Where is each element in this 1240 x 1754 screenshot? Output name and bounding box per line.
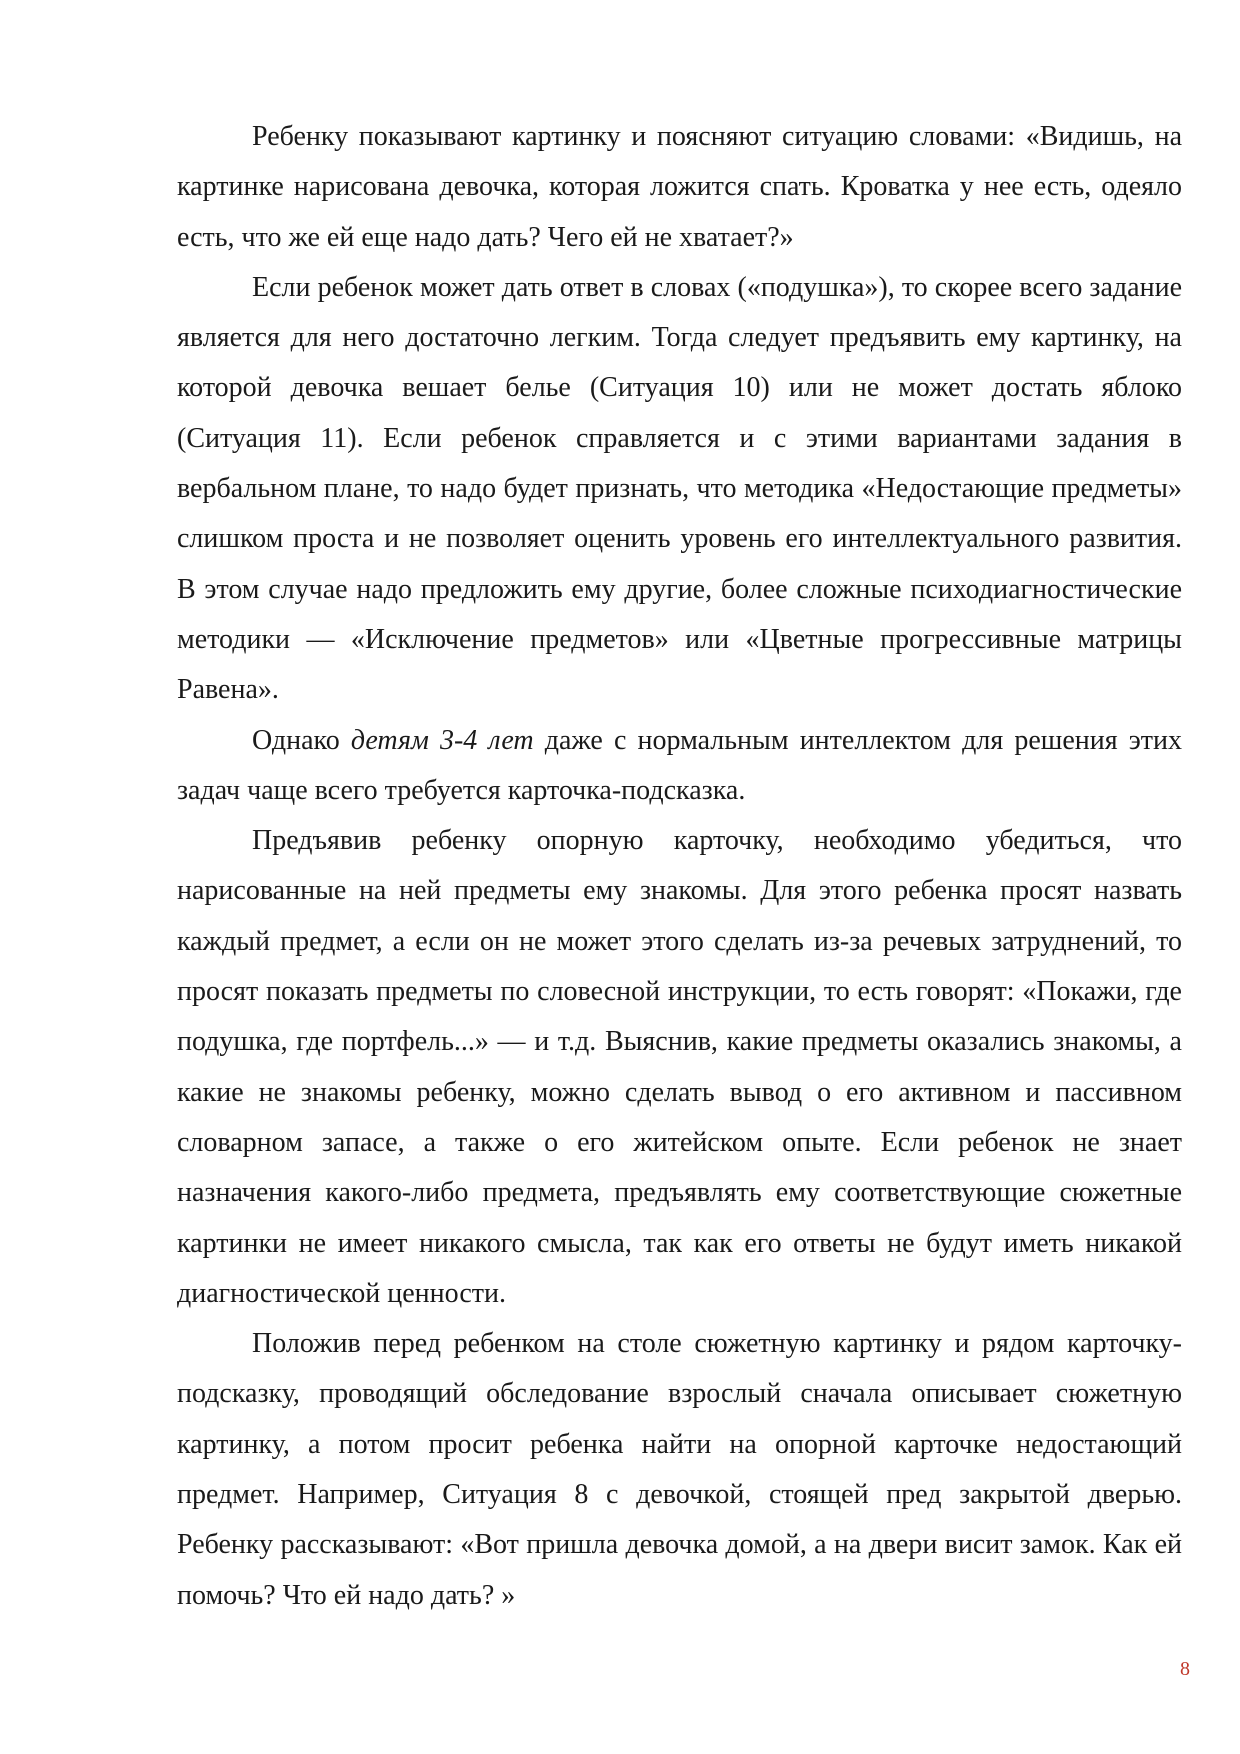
paragraph-3-italic: детям 3-4 лет bbox=[350, 724, 534, 756]
paragraph-3-after: даже с нормальным интеллектом для решения этих задач чаще всего требуется карточка-подсказка. bbox=[177, 724, 1182, 806]
body-text bbox=[177, 112, 1182, 1621]
page-number: 8 bbox=[1180, 1658, 1190, 1680]
paragraph-3-before: Однако bbox=[252, 724, 351, 756]
paragraph-3 bbox=[177, 716, 1182, 817]
paragraph-1: Ребенку показывают картинку и поясняют ситуацию словами: «Видишь, на картинке нарисована девочка, которая ложится спать. Кроватка у нее есть, одеяло есть, что же ей еще надо дать? Чего ей не хватает?» bbox=[177, 121, 1182, 253]
paragraph-4: Предъявив ребенку опорную карточку, необходимо убедиться, что нарисованные на ней предметы ему знакомы. Для этого ребенка просят назвать каждый предмет, а если он не может этого сделать из-за речевых затруднений, то просят показать предметы по словесной инструкции, то есть говорят: «Покажи, где подушка, где портфель...» — и т.д. Выяснив, какие предметы оказались знакомы, а какие не знакомы ребенку, можно сделать вывод о его активном и пассивном словарном запасе, а также о его житейском опыте. Если ребенок не знает назначения какого-либо предмета, предъявлять ему соответствующие сюжетные картинки не имеет никакого смысла, так как его ответы не будут иметь никакой диагностической ценности. bbox=[177, 825, 1182, 1309]
paragraph-5: Положив перед ребенком на столе сюжетную картинку и рядом карточку-подсказку, проводящий обследование взрослый сначала описывает сюжетную картинку, а потом просит ребенка найти на опорной карточке недостающий предмет. Например, Ситуация 8 с девочкой, стоящей пред закрытой дверью. Ребенку рассказывают: «Вот пришла девочка домой, а на двери висит замок. Как ей помочь? Что ей надо дать? » bbox=[177, 1328, 1182, 1611]
paragraph-2: Если ребенок может дать ответ в словах («подушка»), то скорее всего задание является для него достаточно легким. Тогда следует предъявить ему картинку, на которой девочка вешает белье (Ситуация 10) или не может достать яблоко (Ситуация 11). Если ребенок справляется и с этими вариантами задания в вербальном плане, то надо будет признать, что методика «Недостающие предметы» слишком проста и не позволяет оценить уровень его интеллектуального развития. В этом случае надо предложить ему другие, более сложные психодиагностические методики — «Исключение предметов» или «Цветные прогрессивные матрицы Равена». bbox=[177, 271, 1182, 706]
